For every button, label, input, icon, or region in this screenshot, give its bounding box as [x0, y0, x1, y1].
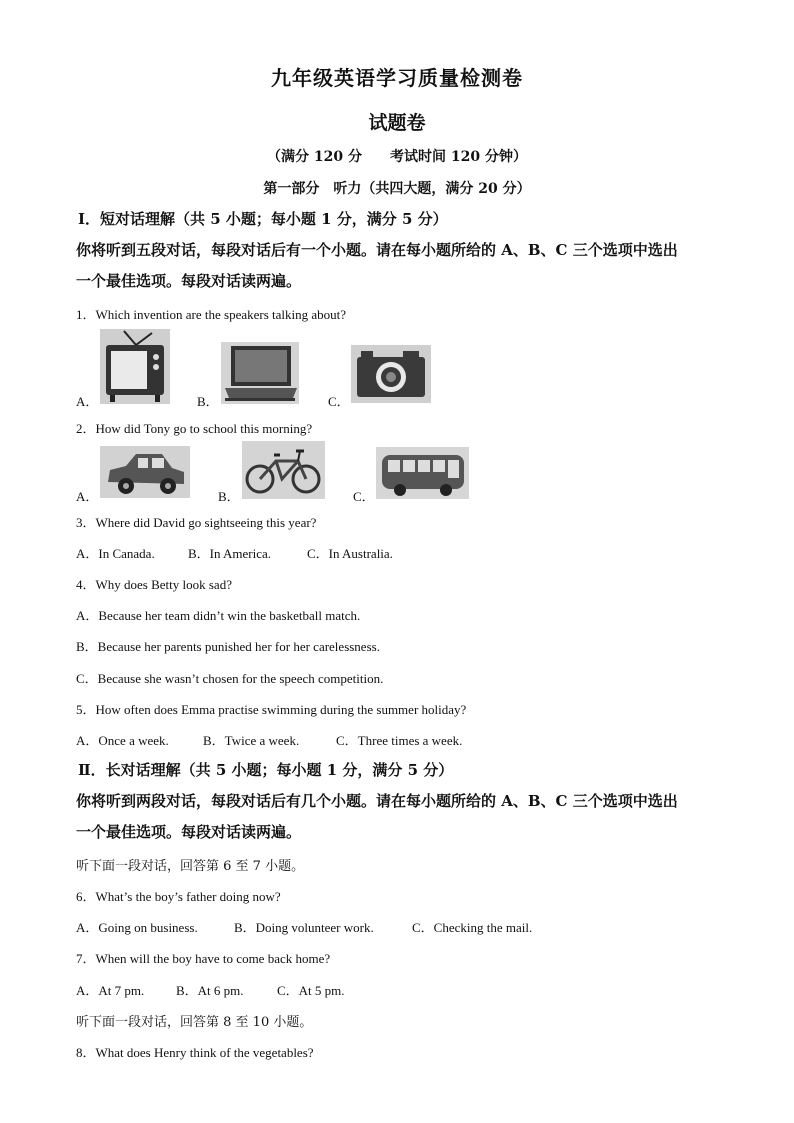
q4-option-b: B．Because her parents punished her for her carelessness.: [76, 639, 380, 654]
exam-subtitle: 试题卷: [368, 112, 426, 134]
exam-info: （满分 120 分 考试时间 120 分钟）: [267, 149, 527, 165]
q3-option-c: C．In Australia.: [307, 546, 393, 561]
q5-option-b: B．Twice a week.: [203, 733, 300, 748]
q4-option-c: C．Because she wasn’t chosen for the speech competition.: [76, 671, 384, 686]
question-1: 1．Which invention are the speakers talking about?: [76, 307, 347, 322]
q1-option-c-label: C．: [328, 394, 350, 409]
question-4: 4．Why does Betty look sad?: [76, 577, 232, 592]
q5-option-a: A．Once a week.: [76, 733, 169, 748]
listen-instruction-2: 听下面一段对话，回答第 8 至 10 小题。: [76, 1015, 313, 1030]
laptop-icon: [221, 342, 299, 404]
question-3: 3．Where did David go sightseeing this year?: [76, 515, 317, 530]
section2-instruction-line2: 一个最佳选项。每段对话读两遍。: [76, 823, 302, 841]
q1-option-b-label: B．: [197, 394, 219, 409]
question-2: 2．How did Tony go to school this morning?: [76, 421, 313, 436]
bus-icon: [376, 447, 469, 499]
section1-instruction-line1: 你将听到五段对话，每段对话后有一个小题。请在每小题所给的 A、B、C 三个选项中选出: [76, 241, 678, 259]
question-5: 5．How often does Emma practise swimming during the summer holiday?: [76, 702, 467, 717]
q7-option-a: A．At 7 pm.: [76, 983, 145, 998]
q6-option-b: B．Doing volunteer work.: [234, 920, 374, 935]
q6-option-c: C．Checking the mail.: [412, 920, 533, 935]
q6-option-a: A．Going on business.: [76, 920, 198, 935]
q5-option-c: C．Three times a week.: [336, 733, 463, 748]
bicycle-icon: [242, 441, 325, 499]
q4-option-a: A．Because her team didn’t win the basketball match.: [76, 608, 361, 623]
q7-option-c: C．At 5 pm.: [277, 983, 345, 998]
q1-option-a-label: A．: [76, 394, 99, 409]
tv-icon: [100, 329, 170, 404]
q3-option-a: A．In Canada.: [76, 546, 155, 561]
question-7: 7．When will the boy have to come back home?: [76, 951, 331, 966]
section1-instruction-line2: 一个最佳选项。每段对话读两遍。: [76, 272, 302, 290]
exam-title: 九年级英语学习质量检测卷: [271, 66, 523, 90]
listen-instruction-1: 听下面一段对话，回答第 6 至 7 小题。: [76, 859, 305, 874]
camera-icon: [351, 345, 431, 403]
q2-option-c-label: C．: [353, 489, 375, 504]
q2-option-a-label: A．: [76, 489, 99, 504]
section2-heading: Ⅱ．长对话理解（共 5 小题；每小题 1 分，满分 5 分）: [78, 761, 454, 779]
part-heading: 第一部分 听力（共四大题，满分 20 分）: [263, 181, 531, 197]
section2-instruction-line1: 你将听到两段对话，每段对话后有几个小题。请在每小题所给的 A、B、C 三个选项中选出: [76, 792, 678, 810]
car-icon: [100, 446, 190, 498]
q2-option-b-label: B．: [218, 489, 240, 504]
q7-option-b: B．At 6 pm.: [176, 983, 244, 998]
q3-option-b: B．In America.: [188, 546, 272, 561]
question-6: 6．What’s the boy’s father doing now?: [76, 889, 281, 904]
section1-heading: Ⅰ．短对话理解（共 5 小题；每小题 1 分，满分 5 分）: [78, 210, 448, 228]
question-8: 8．What does Henry think of the vegetables?: [76, 1045, 314, 1060]
